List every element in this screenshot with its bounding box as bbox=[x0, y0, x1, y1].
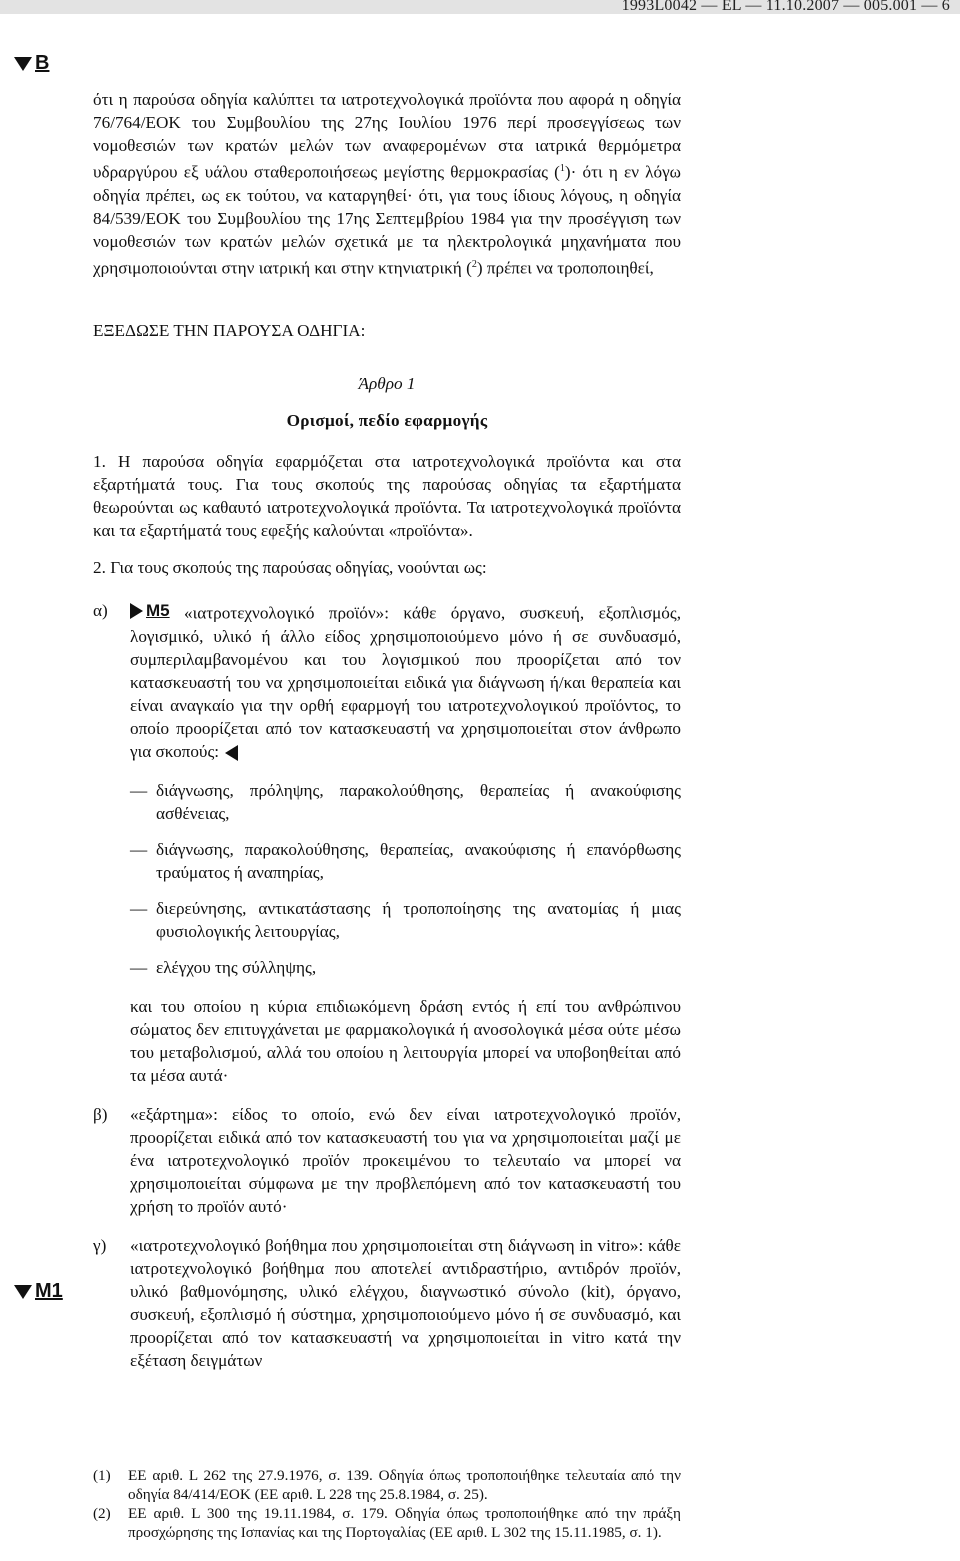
marker-m1-label: M1 bbox=[35, 1280, 63, 1302]
recital-text-1: ότι η παρούσα οδηγία καλύπτει τα ιατροτεχνολογικά προϊόντα που αφορά η οδηγία 76/764/ΕΟΚ του Συμβουλίου της 27ης Ιουλίου 1976 περί προσεγγίσεως των νομοθεσιών των κρατών μελών των αναφερομένων στα ιατρικά θερμόμετρα υδραργύρου εξ υάλου σταθεροποιήσεως μεγίστης θερμοκρασίας ( bbox=[93, 90, 681, 182]
definition-a-text bbox=[130, 599, 681, 763]
definition-a-label: α) bbox=[93, 601, 108, 621]
article-paragraph-1: 1. Η παρούσα οδηγία εφαρμόζεται στα ιατροτεχνολογικά προϊόντα και στα εξαρτήματά τους. Για τους σκοπούς της παρούσας οδηγίας τα εξαρτήματα θεωρούνται ως καθαυτό ιατροτεχνολογικά προϊόντα. Τα ιατροτεχνολογικά προϊόντα και τα εξαρτήματά τους εφεξής καλούνται «προϊόντα». bbox=[93, 452, 681, 541]
amendment-start-marker bbox=[130, 599, 170, 622]
footnote bbox=[93, 1466, 681, 1504]
footnote-ref-1: 1 bbox=[559, 163, 565, 174]
footnote-ref-2: 2 bbox=[471, 258, 477, 270]
footnotes bbox=[93, 1466, 681, 1542]
document-reference: 1993L0042 — EL — 11.10.2007 — 005.001 — 6 bbox=[621, 0, 950, 14]
definition-a-body bbox=[130, 599, 681, 1087]
list-item-text: διάγνωσης, παρακολούθησης, θεραπείας, ανακούφισης ή επανόρθωσης τραύματος ή αναπηρίας, bbox=[156, 839, 681, 882]
list-item-text: ελέγχου της σύλληψης, bbox=[156, 957, 317, 977]
list-item bbox=[130, 897, 681, 943]
list-item bbox=[130, 838, 681, 884]
amendment-code: M5 bbox=[146, 601, 170, 621]
recital-text-2: )· ότι η εν λόγω οδηγία πρέπει, ως εκ τούτου, να καταργηθεί· ότι, για τους ίδιους λόγους, η οδηγία 84/539/ΕΟΚ του Συμβουλίου της 17ης Σεπτεμβρίου 1984 για την προσέγγιση των νομοθεσιών των κρατών μελών σχετικά με τα ηλεκτρολογικά μηχανήματα που χρησιμοποιούνται στην ιατρική και στην κτηνιατρική ( bbox=[93, 162, 681, 278]
definition-b bbox=[93, 1103, 681, 1218]
list-item-text: διάγνωσης, πρόληψης, παρακολούθησης, θεραπείας ή ανακούφισης ασθένειας, bbox=[156, 780, 681, 823]
definition-c bbox=[93, 1234, 681, 1372]
marker-b-label: B bbox=[35, 52, 50, 74]
dash-marker: — bbox=[130, 839, 148, 859]
article-number: Άρθρο 1 bbox=[358, 374, 416, 394]
definition-a-content: «ιατροτεχνολογικό προϊόν»: κάθε όργανο, συσκευή, εξοπλισμός, λογισμικό, υλικό ή άλλο είδος χρησιμοποιούμενο μόνο ή σε συνδυασμό, συμπεριλαμβανομένου και του λογισμικού που προορίζεται από τον κατασκευαστή του να χρησιμοποιείται ειδικά για διάγνωση ή/και θεραπεία και είναι αναγκαίο για την ορθή εφαρμογή του ιατροτεχνολογικού προϊόντος, το οποίο προορίζεται από τον κατασκευαστή να χρησιμοποιείται στον άνθρωπο για σκοπούς: bbox=[130, 603, 682, 761]
dash-marker: — bbox=[130, 780, 148, 800]
dash-marker: — bbox=[130, 957, 148, 977]
footnote-text: ΕΕ αριθ. L 300 της 19.11.1984, σ. 179. Οδηγία όπως τροποποιήθηκε από την πράξη προσχώρησης της Ισπανίας και της Πορτογαλίας (ΕΕ αριθ. L 302 της 15.11.1985, σ. 1). bbox=[128, 1505, 681, 1541]
article-paragraph-2: 2. Για τους σκοπούς της παρούσας οδηγίας, νοούνται ως: bbox=[93, 558, 487, 578]
footnote-number: (2) bbox=[93, 1505, 111, 1522]
definition-b-text: «εξάρτημα»: είδος το οποίο, ενώ δεν είναι ιατροτεχνολογικό προϊόν, προορίζεται ειδικά από τον κατασκευαστή του για να χρησιμοποιείται μαζί με ένα ιατροτεχνολογικό προϊόν προκειμένου το τελευταίο να μπορεί να χρησιμοποιείται σύμφωνα με την προβλεπόμενη από τον κατασκευαστή του χρήση το προϊόν αυτό· bbox=[130, 1104, 681, 1216]
triangle-down-icon bbox=[14, 1285, 32, 1299]
adoption-formula: ΕΞΕΔΩΣΕ ΤΗΝ ΠΑΡΟΥΣΑ ΟΔΗΓΙΑ: bbox=[93, 321, 366, 341]
marker-m1 bbox=[14, 1280, 63, 1303]
document-body bbox=[93, 88, 681, 1372]
marker-b bbox=[14, 52, 49, 75]
footnote-text: ΕΕ αριθ. L 262 της 27.9.1976, σ. 139. Οδηγία όπως τροποποιήθηκε τελευταία από την οδηγία 84/414/ΕΟΚ (ΕΕ αριθ. L 228 της 25.8.1984, σ. 25). bbox=[128, 1467, 681, 1503]
footnote bbox=[93, 1504, 681, 1542]
list-item-text: διερεύνησης, αντικατάστασης ή τροποποίησης της ανατομίας ή μιας φυσιολογικής λειτουργίας, bbox=[156, 898, 681, 941]
triangle-right-icon bbox=[130, 603, 143, 619]
definition-a bbox=[93, 599, 681, 1087]
definition-c-text: «ιατροτεχνολογικό βοήθημα που χρησιμοποιείται στη διάγνωση in vitro»: κάθε ιατροτεχνολογικό βοήθημα που αποτελεί αντιδραστήριο, αντιδρόν προϊόν, υλικό βαθμονόμησης, υλικό ελέγχου, διαγνωστικό σύνολο (kit), όργανο, συσκευή, εξοπλισμό ή σύστημα, χρησιμοποιούμενο μόνο ή σε συνδυασμό, και προορίζεται από τον κατασκευαστή να χρησιμοποιείται in vitro κατά την εξέταση δειγμάτων bbox=[130, 1235, 681, 1370]
footnote-number: (1) bbox=[93, 1467, 111, 1484]
list-item bbox=[130, 779, 681, 825]
recital-text-3: ) πρέπει να τροποποιηθεί, bbox=[476, 258, 654, 278]
header-bar bbox=[0, 0, 960, 14]
article-title: Ορισμοί, πεδίο εφαρμογής bbox=[286, 411, 488, 431]
list-item bbox=[130, 956, 681, 979]
definition-b-label: β) bbox=[93, 1104, 108, 1124]
triangle-left-icon bbox=[225, 745, 238, 761]
definition-c-label: γ) bbox=[93, 1235, 107, 1255]
triangle-down-icon bbox=[14, 57, 32, 71]
recital-paragraph bbox=[93, 88, 681, 279]
dash-marker: — bbox=[130, 898, 148, 918]
definition-a-closing: και του οποίου η κύρια επιδιωκόμενη δράση εντός ή επί του ανθρώπινου σώματος δεν επιτυγχάνεται με φαρμακολογικά ή ανοσολογικά μέσα ούτε μέσω του μεταβολισμού, αλλά του οποίου η λειτουργία μπορεί να υποβοηθείται από τα μέσα αυτά· bbox=[130, 996, 681, 1085]
